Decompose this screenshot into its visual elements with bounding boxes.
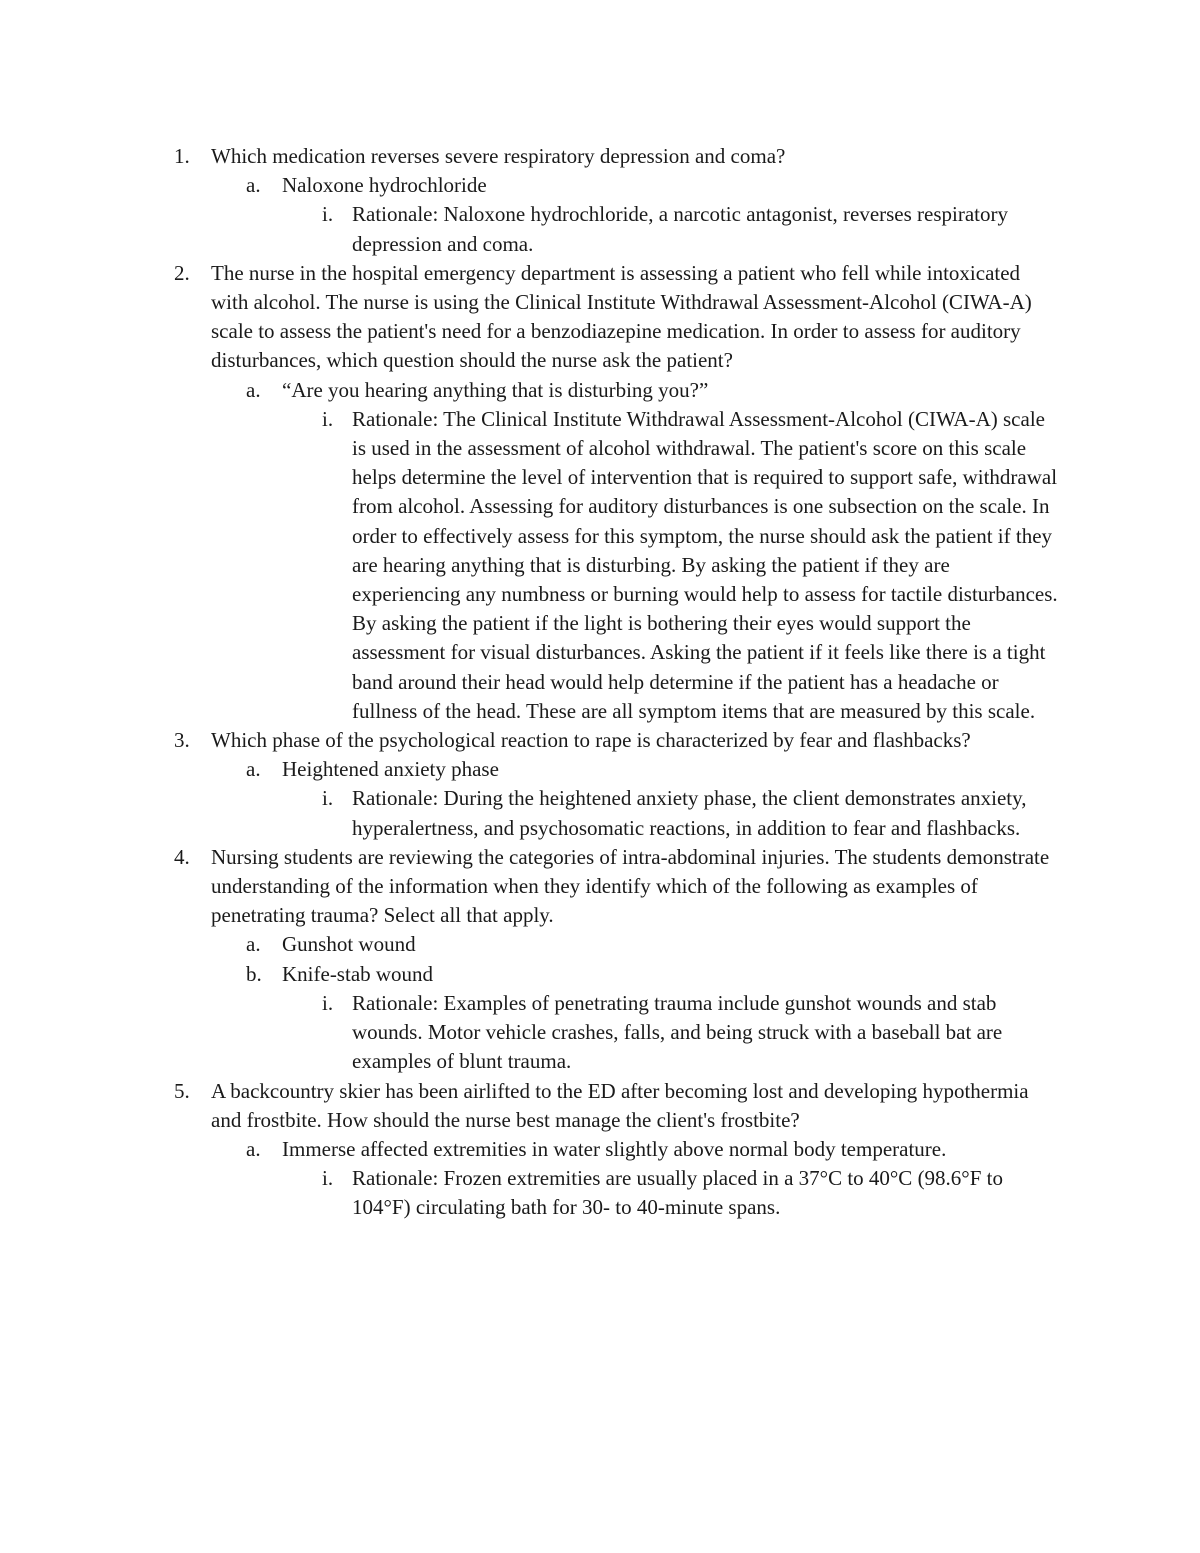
question-2 (0, 259, 1061, 376)
rationale-text: Rationale: Frozen extremities are usually placed in a 37°C to 40°C (98.6°F to 104°F) circulating bath for 30- to 40-minute spans. (352, 1166, 1003, 1220)
rationale-text: Rationale: During the heightened anxiety phase, the client demonstrates anxiety, hyperalertness, and psychosomatic reactions, in addition to fear and flashbacks. (352, 786, 1027, 840)
question-text: Which medication reverses severe respiratory depression and coma? (211, 144, 786, 168)
answer-letter: a. (246, 932, 261, 957)
rationale-5 (0, 1164, 1062, 1222)
question-text: Nursing students are reviewing the categories of intra-abdominal injuries. The students demonstrate understanding of the information when they identify which of the following as examples of penetrating trauma? Select all that apply. (211, 844, 1050, 928)
answer-2a (0, 376, 1062, 405)
rationale-marker: i. (322, 990, 334, 1015)
question-5 (0, 1077, 1061, 1135)
answer-text: Heightened anxiety phase (282, 757, 499, 782)
question-number: 4. (174, 844, 190, 869)
rationale-marker: i. (322, 786, 334, 811)
question-number: 3. (174, 728, 190, 753)
answer-letter: a. (246, 1136, 261, 1161)
rationale-4 (0, 989, 1062, 1077)
document-page (0, 142, 1200, 1223)
question-text: The nurse in the hospital emergency department is assessing a patient who fell while intoxicated with alcohol. The nurse is using the Clinical Institute Withdrawal Assessment-Alcohol (CIWA-A) scale to assess the patient's need for a benzodiazepine medication. In order to assess for auditory disturbances, which question should the nurse ask the patient? (211, 260, 1032, 373)
answer-text: Immerse affected extremities in water slightly above normal body temperature. (282, 1136, 947, 1161)
answer-1a (0, 171, 1062, 200)
rationale-1 (0, 200, 1062, 258)
answer-letter: b. (246, 961, 262, 986)
rationale-marker: i. (322, 406, 334, 431)
answer-4a (0, 930, 1062, 959)
question-number: 1. (174, 144, 190, 168)
question-number: 2. (174, 260, 190, 285)
answer-text: Gunshot wound (282, 932, 416, 957)
question-number: 5. (174, 1078, 190, 1103)
answer-5a (0, 1135, 1062, 1164)
rationale-marker: i. (322, 1166, 334, 1191)
answer-letter: a. (246, 173, 261, 198)
question-3 (0, 726, 1061, 755)
question-text: Which phase of the psychological reaction to rape is characterized by fear and flashbacks? (211, 728, 971, 753)
answer-3a (0, 755, 1062, 784)
answer-text: Naloxone hydrochloride (282, 173, 487, 198)
answer-letter: a. (246, 757, 261, 782)
question-4 (0, 843, 1061, 931)
answer-letter: a. (246, 377, 261, 402)
rationale-marker: i. (322, 202, 334, 227)
rationale-text: Rationale: The Clinical Institute Withdrawal Assessment-Alcohol (CIWA-A) scale is used in the assessment of alcohol withdrawal. The patient's score on this scale helps determine the level of intervention that is required to support safe, withdrawal from alcohol. Assessing for auditory disturbances is one subsection on the scale. In order to effectively assess for this symptom, the nurse should ask the patient if they are hearing anything that is disturbing. By asking the patient if they are experiencing any numbness or burning would help to assess for tactile disturbances. By asking the patient if the light is bothering their eyes would support the assessment for visual disturbances. Asking the patient if it feels like there is a tight band around their head would help determine if the patient has a headache or fullness of the head. These are all symptom items that are measured by this scale. (352, 406, 1058, 723)
rationale-text: Rationale: Naloxone hydrochloride, a narcotic antagonist, reverses respiratory depression and coma. (352, 202, 1009, 256)
rationale-3 (0, 784, 1062, 842)
answer-text: “Are you hearing anything that is disturbing you?” (282, 377, 709, 402)
question-text: A backcountry skier has been airlifted to the ED after becoming lost and developing hypothermia and frostbite. How should the nurse best manage the client's frostbite? (211, 1078, 1029, 1132)
answer-text: Knife-stab wound (282, 961, 434, 986)
rationale-text: Rationale: Examples of penetrating trauma include gunshot wounds and stab wounds. Motor vehicle crashes, falls, and being struck with a baseball bat are examples of blunt trauma. (352, 990, 1003, 1074)
question-1 (0, 142, 1061, 171)
answer-4b (0, 960, 1062, 989)
rationale-2 (0, 405, 1062, 726)
